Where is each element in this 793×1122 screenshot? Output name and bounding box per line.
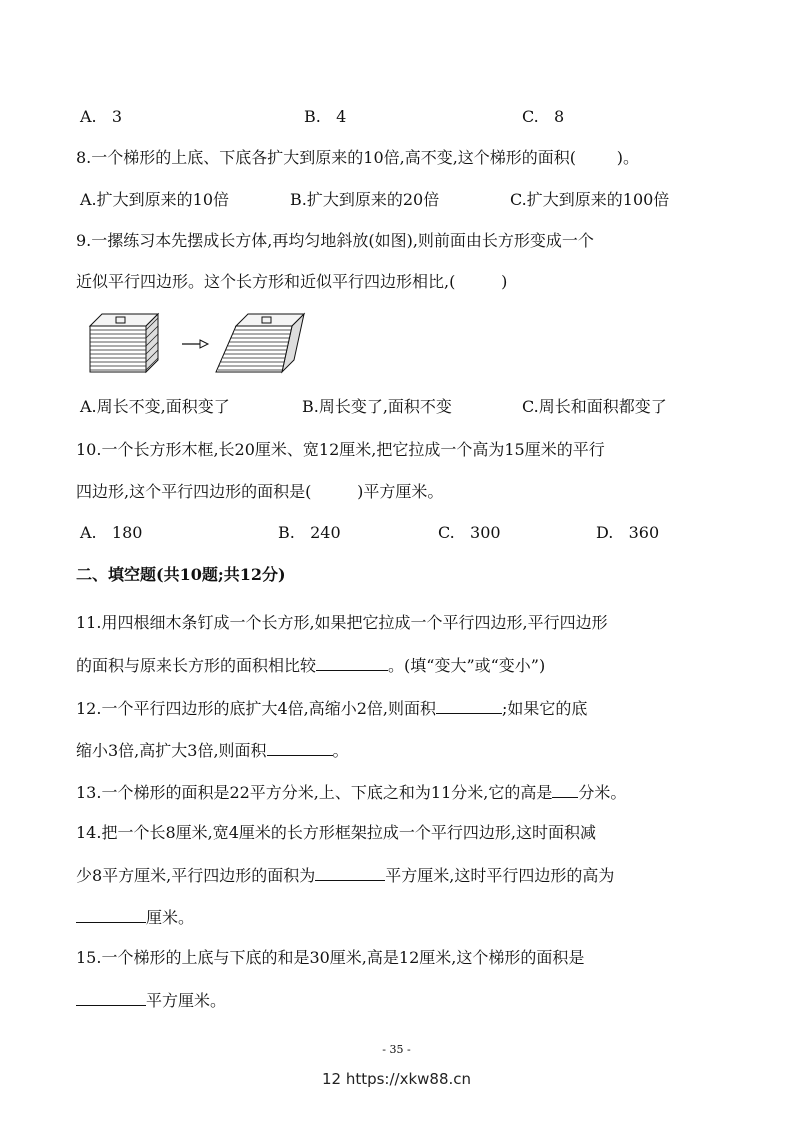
q14-answer-blank-2[interactable] bbox=[76, 906, 146, 923]
q10-option-c: C. 300 bbox=[438, 523, 501, 542]
arrow-right-icon bbox=[182, 340, 208, 348]
q11-text-b: 。(填“变大”或“变小”) bbox=[388, 656, 546, 675]
q10-option-a: A. 180 bbox=[80, 523, 143, 542]
q15-line2 bbox=[76, 989, 226, 1012]
q7-option-a: A. 3 bbox=[80, 107, 123, 126]
q11-text-a: 的面积与原来长方形的面积相比较 bbox=[76, 656, 317, 675]
q14-text-c: 厘米。 bbox=[146, 908, 195, 927]
q8-option-b: B.扩大到原来的20倍 bbox=[290, 190, 440, 209]
q13-line bbox=[76, 781, 626, 804]
q10-option-d: D. 360 bbox=[596, 523, 660, 542]
notebook-stack-figure bbox=[88, 308, 318, 378]
q11-line1: 11.用四根细木条钉成一个长方形,如果把它拉成一个平行四边形,平行四边形 bbox=[76, 613, 608, 632]
q15-answer-blank[interactable] bbox=[76, 989, 146, 1006]
q12-answer-blank-2[interactable] bbox=[267, 739, 333, 756]
q14-line2 bbox=[76, 864, 614, 887]
q12-text-d: 。 bbox=[332, 741, 349, 760]
q11-line2 bbox=[76, 654, 545, 677]
q14-line3 bbox=[76, 906, 194, 929]
q9-option-a: A.周长不变,面积变了 bbox=[80, 397, 230, 416]
q8-option-a: A.扩大到原来的10倍 bbox=[80, 190, 230, 209]
q12-answer-blank-1[interactable] bbox=[436, 697, 502, 714]
q13-answer-blank[interactable] bbox=[552, 781, 578, 798]
q12-line1 bbox=[76, 697, 587, 720]
q11-answer-blank[interactable] bbox=[316, 654, 388, 671]
q7-option-c: C. 8 bbox=[522, 107, 565, 126]
section-heading: 二、填空题(共10题;共12分) bbox=[76, 565, 286, 584]
q13-text-a: 13.一个梯形的面积是22平方分米,上、下底之和为11分米,它的高是 bbox=[76, 783, 553, 802]
q12-text-c: 缩小3倍,高扩大3倍,则面积 bbox=[76, 741, 267, 760]
q12-text-b: ;如果它的底 bbox=[501, 699, 588, 718]
q9-line2: 近似平行四边形。这个长方形和近似平行四边形相比,( ) bbox=[76, 272, 508, 291]
q9-option-b: B.周长变了,面积不变 bbox=[302, 397, 452, 416]
q7-option-b: B. 4 bbox=[304, 107, 347, 126]
page-number: - 35 - bbox=[382, 1043, 411, 1056]
q14-text-b: 平方厘米,这时平行四边形的高为 bbox=[385, 866, 615, 885]
q12-text-a: 12.一个平行四边形的底扩大4倍,高缩小2倍,则面积 bbox=[76, 699, 436, 718]
q9-option-c: C.周长和面积都变了 bbox=[522, 397, 667, 416]
q15-text-a: 平方厘米。 bbox=[146, 991, 227, 1010]
q8-option-c: C.扩大到原来的100倍 bbox=[510, 190, 670, 209]
q14-line1: 14.把一个长8厘米,宽4厘米的长方形框架拉成一个平行四边形,这时面积减 bbox=[76, 823, 596, 842]
q10-option-b: B. 240 bbox=[278, 523, 341, 542]
q10-line1: 10.一个长方形木框,长20厘米、宽12厘米,把它拉成一个高为15厘米的平行 bbox=[76, 440, 605, 459]
q9-line1: 9.一摞练习本先摆成长方体,再均匀地斜放(如图),则前面由长方形变成一个 bbox=[76, 231, 594, 250]
q10-line2: 四边形,这个平行四边形的面积是( )平方厘米。 bbox=[76, 482, 444, 501]
cuboid-stack bbox=[90, 314, 158, 372]
source-footer: 12 https://xkw88.cn bbox=[321, 1070, 472, 1088]
q8-stem: 8.一个梯形的上底、下底各扩大到原来的10倍,高不变,这个梯形的面积( )。 bbox=[76, 148, 639, 167]
slanted-stack bbox=[216, 314, 304, 372]
q12-line2 bbox=[76, 739, 349, 762]
q13-text-b: 分米。 bbox=[578, 783, 627, 802]
q15-line1: 15.一个梯形的上底与下底的和是30厘米,高是12厘米,这个梯形的面积是 bbox=[76, 948, 585, 967]
q14-text-a: 少8平方厘米,平行四边形的面积为 bbox=[76, 866, 316, 885]
q14-answer-blank-1[interactable] bbox=[315, 864, 385, 881]
